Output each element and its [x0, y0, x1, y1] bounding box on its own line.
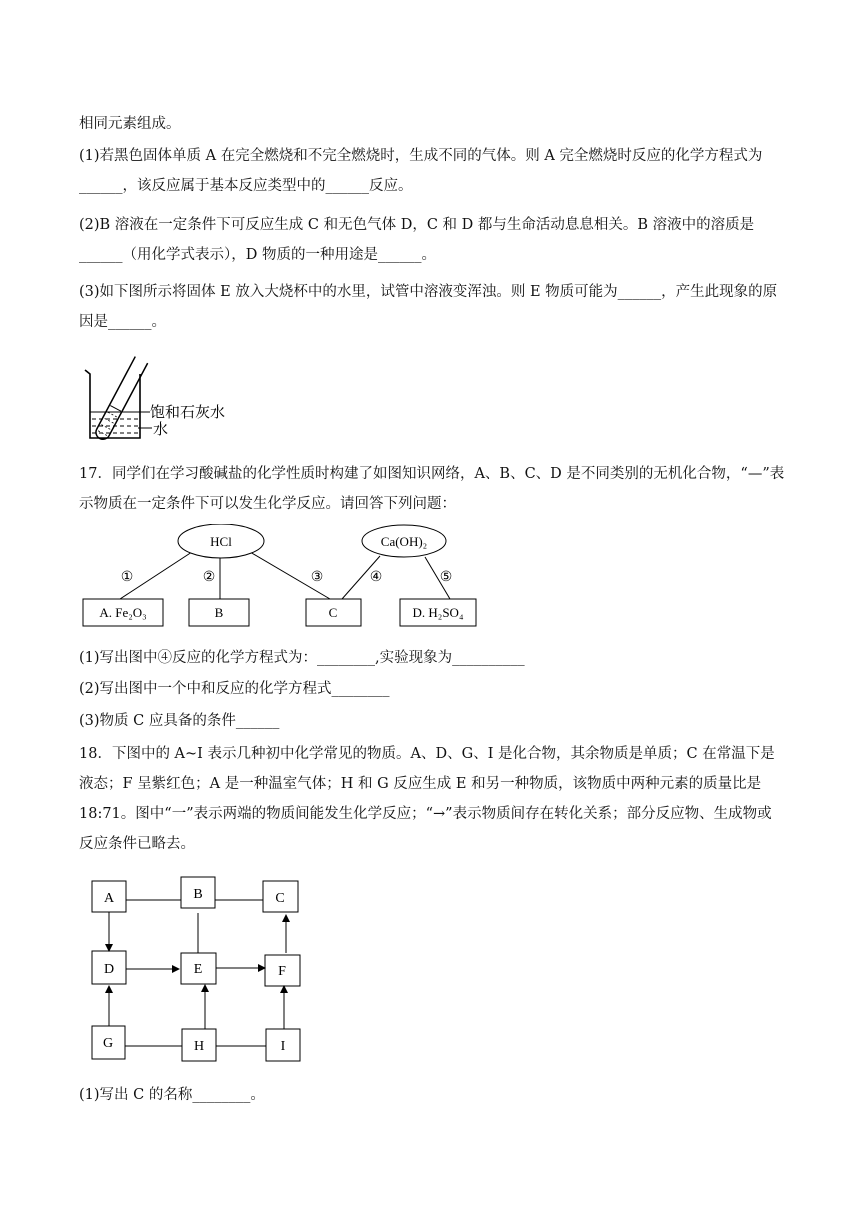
- reaction-1-number: ①: [120, 570, 134, 585]
- q17-part2: (2)写出图中一个中和反应的化学方程式________: [79, 681, 390, 697]
- label-D: D: [103, 962, 115, 977]
- reaction-3-number: ③: [310, 570, 324, 585]
- beaker-figure: [80, 354, 250, 444]
- q16-part2: (2)B 溶液在一定条件下可反应生成 C 和无色气体 D，C 和 D 都与生命活动息息相关。B 溶液中的溶质是______（用化学式表示），D 物质的一种用途是______。: [79, 217, 755, 263]
- water-label: 水: [153, 420, 169, 438]
- label-A: A: [103, 891, 115, 906]
- reaction-2-number: ②: [202, 570, 216, 585]
- label-C: C: [275, 891, 285, 906]
- limewater-label: 饱和石灰水: [150, 403, 226, 421]
- label-B: B: [193, 887, 203, 902]
- box-a-label: A. Fe₂O₃: [99, 605, 147, 620]
- box-d-label: D. H₂SO₄: [412, 605, 464, 620]
- box-c-label: C: [328, 605, 338, 620]
- q16-part3: (3)如下图所示将固体 E 放入大烧杯中的水里，试管中溶液变浑浊。则 E 物质可能为______，产生此现象的原因是______。: [79, 284, 778, 330]
- label-E: E: [193, 962, 203, 977]
- acid-base-network-diagram: [80, 524, 500, 632]
- substance-relation-diagram: [85, 873, 310, 1063]
- q17-part1: (1)写出图中④反应的化学方程式为：________,实验现象为__________: [79, 650, 525, 666]
- q17-stem: 17．同学们在学习酸碱盐的化学性质时构建了如图知识网络，A、B、C、D 是不同类别的无机化合物，“—”表示物质在一定条件下可以发生化学反应。请回答下列问题：: [79, 466, 785, 512]
- hcl-label: HCl: [210, 534, 232, 549]
- caoh2-label: Ca(OH)₂: [380, 534, 428, 549]
- q18-stem: 18．下图中的 A~I 表示几种初中化学常见的物质。A、D、G、I 是化合物，其余物质是单质；C 在常温下是液态；F 呈紫红色；A 是一种温室气体；H 和 G 反应生成 E 和另一种物质，该物质中两种元素的质量比是 18:71。图中“一”表示两端的物质间能发生化学反应；“→”表示物质间存在转化关系；部分反应物、生成物或反应条件已略去。: [79, 746, 775, 852]
- q17-part3: (3)物质 C 应具备的条件______: [79, 713, 280, 729]
- label-H: H: [193, 1039, 205, 1054]
- q16-intro-tail: 相同元素组成。: [79, 116, 181, 132]
- q18-part1: (1)写出 C 的名称________。: [79, 1087, 265, 1103]
- label-I: I: [280, 1039, 286, 1054]
- label-F: F: [278, 964, 286, 979]
- label-G: G: [102, 1036, 114, 1051]
- box-b-label: B: [214, 605, 224, 620]
- reaction-4-number: ④: [369, 570, 383, 585]
- q16-part1: (1)若黑色固体单质 A 在完全燃烧和不完全燃烧时，生成不同的气体。则 A 完全燃烧时反应的化学方程式为______，该反应属于基本反应类型中的______反应。: [79, 148, 763, 194]
- reaction-5-number: ⑤: [439, 570, 453, 585]
